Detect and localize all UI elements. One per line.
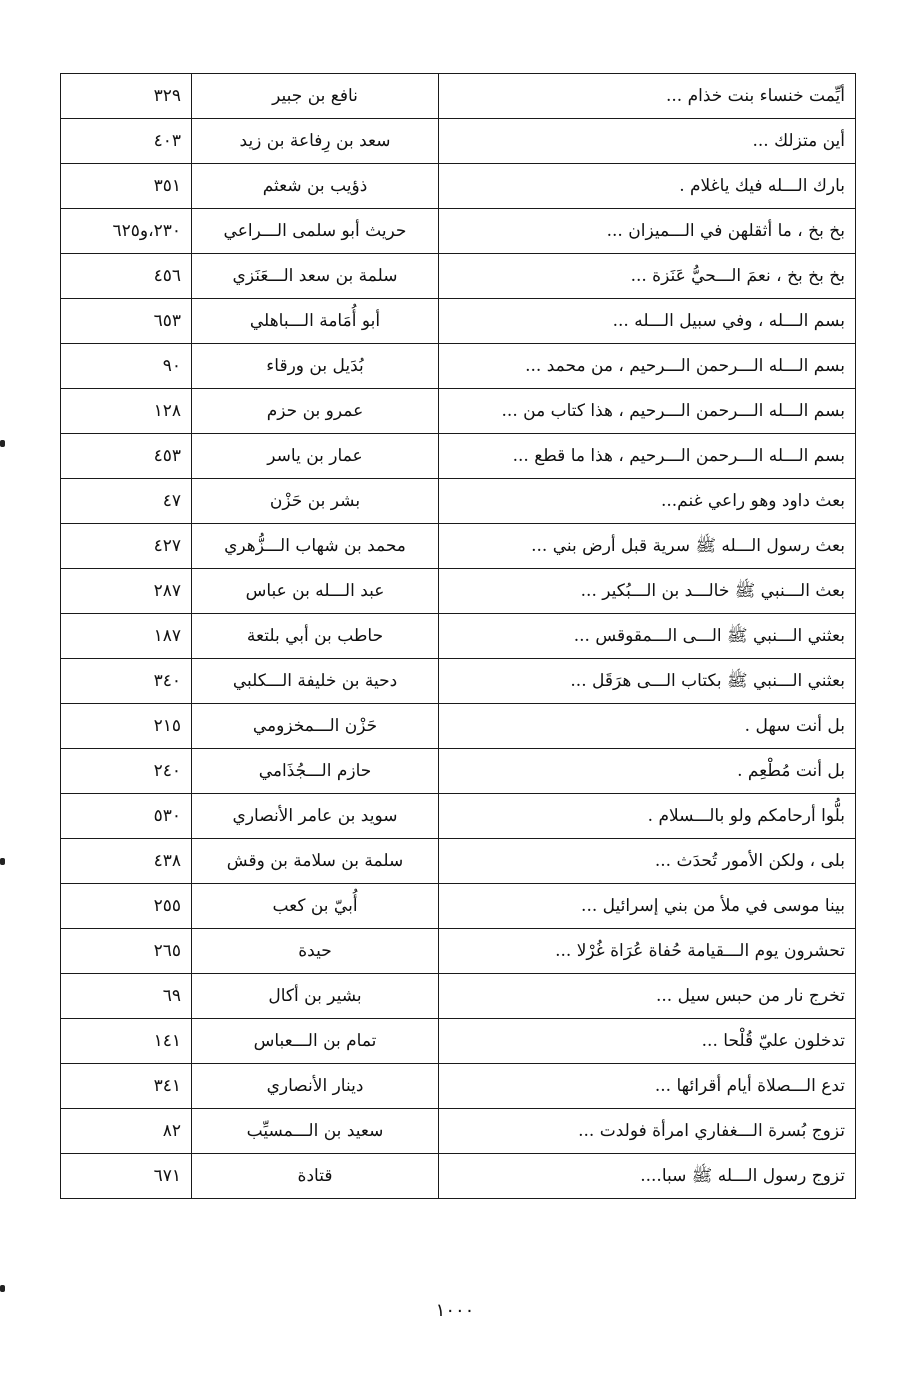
- narrator-cell: سلمة بن سلامة بن وقش: [192, 839, 439, 884]
- page-ref-cell: ٤٥٦: [61, 254, 192, 299]
- page-ref-cell: ٢٣٠،و٦٢٥: [61, 209, 192, 254]
- page-ref-cell: ٤٢٧: [61, 524, 192, 569]
- hadith-text-cell: بعثني الـــنبي ﷺ بكتاب الـــى هرَقَل ...: [439, 659, 856, 704]
- table-row: [61, 209, 856, 254]
- narrator-cell: دينار الأنصاري: [192, 1064, 439, 1109]
- narrator-cell: عبد الـــله بن عباس: [192, 569, 439, 614]
- table-row: [61, 299, 856, 344]
- table-row: [61, 929, 856, 974]
- hadith-text-cell: بينا موسى في ملأ من بني إسرائيل ...: [439, 884, 856, 929]
- page-ref-cell: ٦٧١: [61, 1154, 192, 1199]
- page-ref-cell: ٤٣٨: [61, 839, 192, 884]
- table-row: [61, 164, 856, 209]
- hadith-text-cell: بعثني الـــنبي ﷺ الـــى الـــمقوقس ...: [439, 614, 856, 659]
- table-row: [61, 434, 856, 479]
- table-row: [61, 884, 856, 929]
- hadith-text-cell: بعث داود وهو راعي غنم...: [439, 479, 856, 524]
- narrator-cell: حاطب بن أبي بلتعة: [192, 614, 439, 659]
- narrator-cell: بشير بن أكال: [192, 974, 439, 1019]
- page-ref-cell: ٣٤١: [61, 1064, 192, 1109]
- page-ref-cell: ٣٥١: [61, 164, 192, 209]
- page-ref-cell: ٢٤٠: [61, 749, 192, 794]
- hadith-text-cell: أين متزلك ...: [439, 119, 856, 164]
- page-ref-cell: ٢٦٥: [61, 929, 192, 974]
- hadith-text-cell: تزوج رسول الـــله ﷺ سبا....: [439, 1154, 856, 1199]
- page-ref-cell: ٤٧: [61, 479, 192, 524]
- table-row: [61, 1019, 856, 1064]
- narrator-cell: حَزْن الـــمخزومي: [192, 704, 439, 749]
- page-ref-cell: ٤٠٣: [61, 119, 192, 164]
- hadith-text-cell: بسم الـــله الـــرحمن الـــرحيم ، من محمد ...: [439, 344, 856, 389]
- margin-mark: [0, 440, 5, 447]
- page-ref-cell: ٣٤٠: [61, 659, 192, 704]
- page-ref-cell: ٦٩: [61, 974, 192, 1019]
- narrator-cell: قتادة: [192, 1154, 439, 1199]
- hadith-text-cell: بل أنت سهل .: [439, 704, 856, 749]
- page-ref-cell: ٢٥٥: [61, 884, 192, 929]
- table-row: [61, 119, 856, 164]
- narrator-cell: عمار بن ياسر: [192, 434, 439, 479]
- page-ref-cell: ٣٢٩: [61, 74, 192, 119]
- hadith-text-cell: أيِّمت خنساء بنت خذام ...: [439, 74, 856, 119]
- page-ref-cell: ٤٥٣: [61, 434, 192, 479]
- narrator-cell: دحية بن خليفة الـــكلبي: [192, 659, 439, 704]
- table-row: [61, 704, 856, 749]
- page-ref-cell: ٥٣٠: [61, 794, 192, 839]
- hadith-text-cell: بخ بخ ، ما أثقلهن في الـــميزان ...: [439, 209, 856, 254]
- narrator-cell: ذؤيب بن شعثم: [192, 164, 439, 209]
- hadith-text-cell: بلُّوا أرحامكم ولو بالـــسلام .: [439, 794, 856, 839]
- table-row: [61, 389, 856, 434]
- hadith-text-cell: بعث الـــنبي ﷺ خالـــد بن الـــبُكير ...: [439, 569, 856, 614]
- table-row: [61, 974, 856, 1019]
- page-ref-cell: ٨٢: [61, 1109, 192, 1154]
- hadith-text-cell: بسم الـــله الـــرحمن الـــرحيم ، هذا ما قطع ...: [439, 434, 856, 479]
- page-ref-cell: ٦٥٣: [61, 299, 192, 344]
- narrator-cell: بُدَيل بن ورقاء: [192, 344, 439, 389]
- hadith-text-cell: تدخلون عليّ قُلْحا ...: [439, 1019, 856, 1064]
- narrator-cell: حيدة: [192, 929, 439, 974]
- table-row: [61, 254, 856, 299]
- page-number: ١٠٠٠: [435, 1300, 475, 1321]
- page-ref-cell: ٢٨٧: [61, 569, 192, 614]
- hadith-text-cell: بارك الـــله فيك ياغلام .: [439, 164, 856, 209]
- narrator-cell: تمام بن الـــعباس: [192, 1019, 439, 1064]
- table-row: [61, 614, 856, 659]
- hadith-text-cell: تخرج نار من حبس سيل ...: [439, 974, 856, 1019]
- narrator-cell: سعيد بن الـــمسيِّب: [192, 1109, 439, 1154]
- narrator-cell: سلمة بن سعد الـــعَنَزي: [192, 254, 439, 299]
- table-row: [61, 659, 856, 704]
- page-ref-cell: ٩٠: [61, 344, 192, 389]
- page-ref-cell: ٢١٥: [61, 704, 192, 749]
- narrator-cell: محمد بن شهاب الـــزُّهري: [192, 524, 439, 569]
- hadith-text-cell: بل أنت مُطْعِم .: [439, 749, 856, 794]
- narrator-cell: سويد بن عامر الأنصاري: [192, 794, 439, 839]
- hadith-index-table: [60, 73, 856, 1199]
- page-ref-cell: ١٨٧: [61, 614, 192, 659]
- hadith-text-cell: بسم الـــله الـــرحمن الـــرحيم ، هذا كتاب من ...: [439, 389, 856, 434]
- narrator-cell: أُبيّ بن كعب: [192, 884, 439, 929]
- narrator-cell: أبو أُمَامة الـــباهلي: [192, 299, 439, 344]
- hadith-text-cell: بخ بخ بخ ، نعمَ الـــحيُّ عَنَزة ...: [439, 254, 856, 299]
- table-row: [61, 839, 856, 884]
- narrator-cell: عمرو بن حزم: [192, 389, 439, 434]
- table-row: [61, 794, 856, 839]
- narrator-cell: سعد بن رِفاعة بن زيد: [192, 119, 439, 164]
- table-row: [61, 1064, 856, 1109]
- hadith-text-cell: بسم الـــله ، وفي سبيل الـــله ...: [439, 299, 856, 344]
- narrator-cell: نافع بن جبير: [192, 74, 439, 119]
- hadith-text-cell: تدع الـــصلاة أيام أقرائها ...: [439, 1064, 856, 1109]
- table-row: [61, 524, 856, 569]
- margin-mark: [0, 1285, 5, 1292]
- narrator-cell: حازم الـــجُذَامي: [192, 749, 439, 794]
- page-ref-cell: ١٢٨: [61, 389, 192, 434]
- page-ref-cell: ١٤١: [61, 1019, 192, 1064]
- table-row: [61, 1154, 856, 1199]
- hadith-text-cell: تزوج بُسرة الـــغفاري امرأة فولدت ...: [439, 1109, 856, 1154]
- table-row: [61, 344, 856, 389]
- narrator-cell: حريث أبو سلمى الـــراعي: [192, 209, 439, 254]
- narrator-cell: بشر بن حَزْن: [192, 479, 439, 524]
- table-row: [61, 74, 856, 119]
- table-row: [61, 1109, 856, 1154]
- hadith-text-cell: بلى ، ولكن الأمور تُحدَث ...: [439, 839, 856, 884]
- table-body: [61, 74, 856, 1199]
- table-row: [61, 479, 856, 524]
- margin-mark: [0, 858, 5, 865]
- hadith-text-cell: تحشرون يوم الـــقيامة حُفاة عُرَاة غُرْلا ...: [439, 929, 856, 974]
- table-row: [61, 569, 856, 614]
- table-row: [61, 749, 856, 794]
- hadith-text-cell: بعث رسول الـــله ﷺ سرية قبل أرض بني ...: [439, 524, 856, 569]
